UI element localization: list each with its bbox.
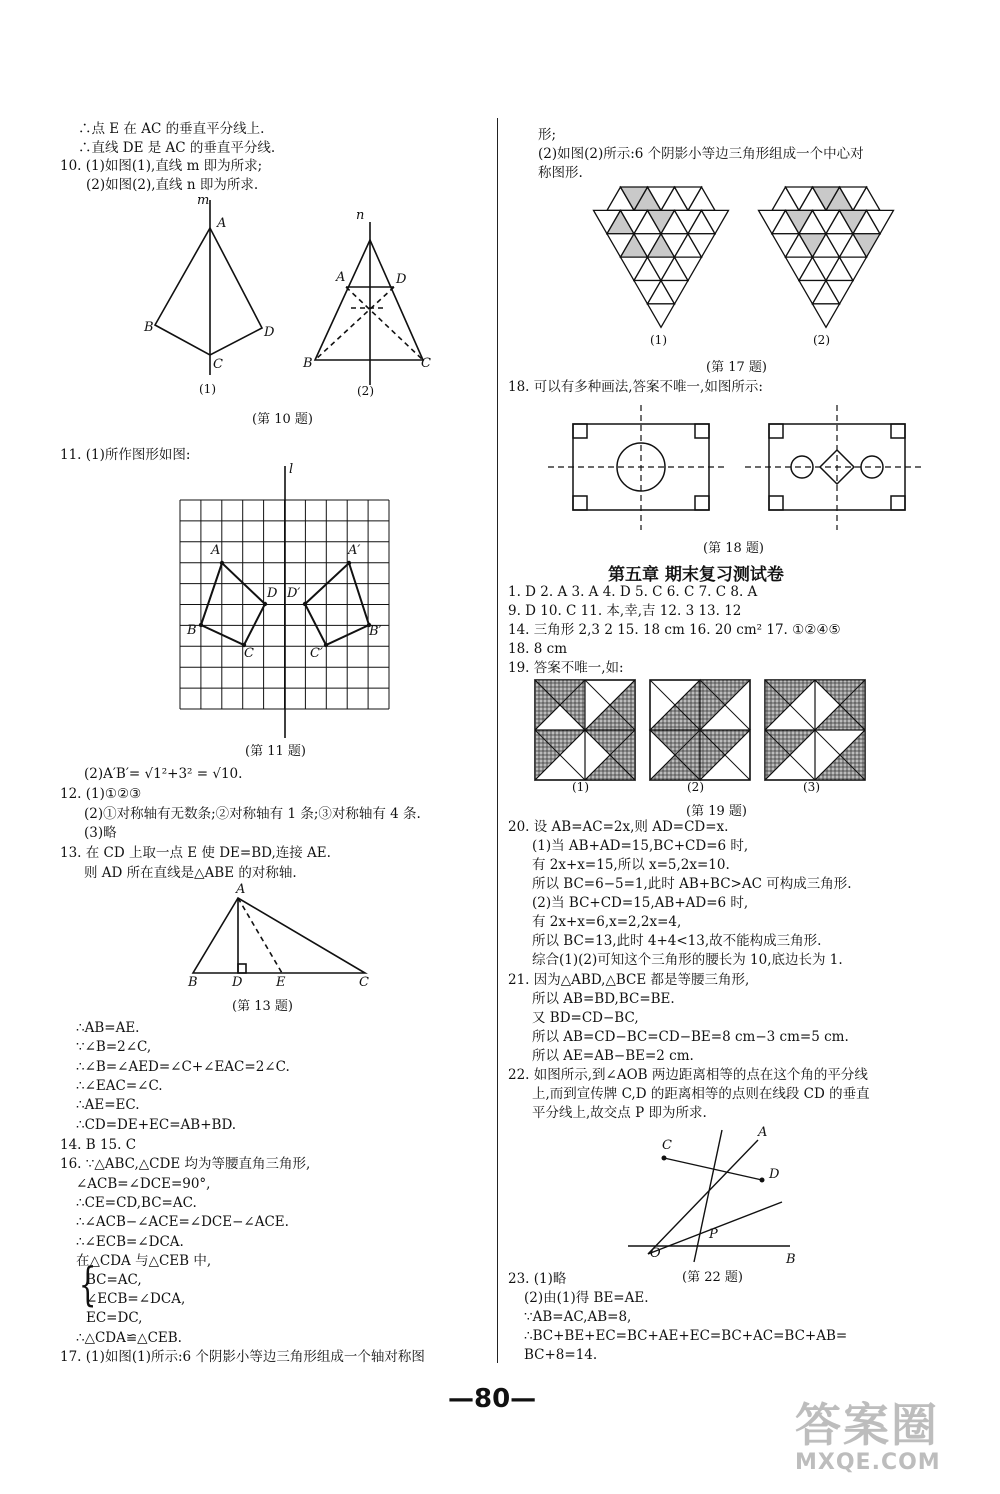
text-line: ∴BC+BE+EC=BC+AE+EC=BC+AC=BC+AB= <box>524 1328 848 1344</box>
text-line: ∴∠ACB−∠ACE=∠DCE−∠ACE. <box>76 1214 289 1230</box>
text-line: (2)A′B′= √1²+3² = √10. <box>84 766 243 782</box>
text-line: 则 AD 所在直线是△ABE 的对称轴. <box>84 865 297 881</box>
label-b: B <box>188 975 198 990</box>
text-line: 21. 因为△ABD,△BCE 都是等腰三角形, <box>508 972 750 988</box>
text-line: ∴直线 DE 是 AC 的垂直平分线. <box>78 140 276 156</box>
figure-caption: (第 17 题) <box>706 360 767 375</box>
figure-caption: (第 13 题) <box>232 999 293 1014</box>
text-line: 12. (1)①②③ <box>60 786 142 802</box>
figure-caption: (第 10 题) <box>252 412 313 427</box>
watermark-text: 答案圈 <box>795 1398 939 1452</box>
label-b: B <box>303 356 313 371</box>
label-b: B <box>786 1252 796 1267</box>
text-line: ∴CD=DE+EC=AB+BD. <box>76 1117 237 1133</box>
text-line: (2)由(1)得 BE=AE. <box>524 1290 649 1306</box>
text-line: 综合(1)(2)可知这个三角形的腰长为 10,底边长为 1. <box>532 952 843 968</box>
text-line: EC=DC, <box>86 1310 143 1326</box>
label-c: C <box>421 356 431 371</box>
label-l: l <box>289 462 294 477</box>
text-line: 所以 AB=BD,BC=BE. <box>532 991 675 1007</box>
sub-label: (1) <box>199 382 216 396</box>
label-a: A <box>758 1125 768 1140</box>
label-d: D <box>769 1167 780 1182</box>
text-line: 14. B 15. C <box>60 1137 137 1153</box>
text-line: ∴点 E 在 AC 的垂直平分线上. <box>78 121 265 137</box>
label-o: O <box>650 1246 661 1261</box>
label-c: C <box>662 1138 672 1153</box>
text-line: 称图形. <box>538 165 583 181</box>
text-line: ∴AB=AE. <box>76 1020 140 1036</box>
watermark <box>795 1400 941 1475</box>
page-number: —80— <box>448 1384 537 1414</box>
label-a: A <box>217 216 227 231</box>
text-line: 有 2x+x=15,所以 x=5,2x=10. <box>532 857 730 873</box>
label-n: n <box>356 208 365 223</box>
text-line: ∴∠B=∠AED=∠C+∠EAC=2∠C. <box>76 1059 290 1075</box>
sub-label: (1) <box>650 333 667 347</box>
label-d: D <box>264 325 275 340</box>
text-line: 14. 三角形 2,3 2 15. 18 cm 16. 20 cm² 17. ①②④⑤ <box>508 622 841 638</box>
text-line: 10. (1)如图(1),直线 m 即为所求; <box>60 158 263 174</box>
text-line: ∴∠EAC=∠C. <box>76 1078 163 1094</box>
label-a-prime: A′ <box>348 543 361 558</box>
figure-caption: (第 18 题) <box>703 541 764 556</box>
figure-caption: (第 19 题) <box>686 804 747 819</box>
text-line: ∴∠ECB=∠DCA. <box>76 1234 184 1250</box>
text-line: (2)如图(2),直线 n 即为所求. <box>86 177 259 193</box>
text-line: BC=AC, <box>86 1272 142 1288</box>
text-line: 16. ∵△ABC,△CDE 均为等腰直角三角形, <box>60 1156 311 1172</box>
text-line: ∴CE=CD,BC=AC. <box>76 1195 197 1211</box>
sub-label: (3) <box>803 780 820 794</box>
text-line: 又 BD=CD−BC, <box>532 1010 639 1026</box>
text-line: 在△CDA 与△CEB 中, <box>76 1253 212 1269</box>
text-line: 所以 BC=6−5=1,此时 AB+BC>AC 可构成三角形. <box>532 876 852 892</box>
text-line: (2)如图(2)所示:6 个阴影小等边三角形组成一个中心对 <box>538 146 864 162</box>
label-d: D <box>396 272 407 287</box>
text-line: ∴△CDA≌△CEB. <box>76 1330 182 1346</box>
label-d-prime: D′ <box>287 586 301 601</box>
label-d: D <box>232 975 243 990</box>
text-line: 平分线上,故交点 P 即为所求. <box>532 1105 707 1121</box>
text-line: 1. D 2. A 3. A 4. D 5. C 6. C 7. C 8. A <box>508 584 758 600</box>
text-line: 上,而到宣传牌 C,D 的距离相等的点则在线段 CD 的垂直 <box>532 1086 870 1102</box>
text-line: 20. 设 AB=AC=2x,则 AD=CD=x. <box>508 819 729 835</box>
text-line: 18. 8 cm <box>508 641 568 657</box>
text-line: ∴AE=EC. <box>76 1097 140 1113</box>
label-d: D <box>267 586 278 601</box>
text-line: 有 2x+x=6,x=2,2x=4, <box>532 914 682 930</box>
text-line: (2)当 BC+CD=15,AB+AD=6 时, <box>532 895 749 911</box>
label-a: A <box>336 270 346 285</box>
text-line: 23. (1)略 <box>508 1271 567 1287</box>
label-p: P <box>709 1227 718 1242</box>
text-line: 11. (1)所作图形如图: <box>60 447 191 463</box>
text-line: ∠ECB=∠DCA, <box>86 1291 186 1307</box>
sub-label: (2) <box>687 780 704 794</box>
label-c: C <box>244 646 254 661</box>
label-c-prime: C′ <box>310 646 323 661</box>
watermark-url: MXQE.COM <box>795 1450 941 1475</box>
text-line: 19. 答案不唯一,如: <box>508 660 624 676</box>
text-line: 形; <box>538 127 557 143</box>
brace-symbol: { <box>78 1257 97 1311</box>
text-line: 所以 BC=13,此时 4+4<13,故不能构成三角形. <box>532 933 822 949</box>
text-line: 22. 如图所示,到∠AOB 两边距离相等的点在这个角的平分线 <box>508 1067 868 1083</box>
label-b-prime: B′ <box>369 624 382 639</box>
figure-caption: (第 11 题) <box>245 744 306 759</box>
label-m: m <box>197 193 210 208</box>
text-line: ∵AB=AC,AB=8, <box>524 1309 632 1325</box>
figure-caption: (第 22 题) <box>682 1270 743 1285</box>
label-c: C <box>213 357 223 372</box>
sub-label: (1) <box>572 780 589 794</box>
text-line: (3)略 <box>84 825 117 841</box>
text-line: BC+8=14. <box>524 1347 598 1363</box>
chapter-title: 第五章 期末复习测试卷 <box>608 565 784 585</box>
sub-label: (2) <box>813 333 830 347</box>
label-a: A <box>211 543 221 558</box>
text-line: ∵∠B=2∠C, <box>76 1039 152 1055</box>
sub-label: (2) <box>357 384 374 398</box>
label-e: E <box>276 975 286 990</box>
text-line: (1)当 AB+AD=15,BC+CD=6 时, <box>532 838 749 854</box>
text-line: (2)①对称轴有无数条;②对称轴有 1 条;③对称轴有 4 条. <box>84 806 421 822</box>
label-b: B <box>144 320 154 335</box>
text-line: 9. D 10. C 11. 本,幸,吉 12. 3 13. 12 <box>508 603 742 619</box>
text-line: 所以 AB=CD−BC=CD−BE=8 cm−3 cm=5 cm. <box>532 1029 849 1045</box>
text-line: ∠ACB=∠DCE=90°, <box>76 1176 211 1192</box>
label-b: B <box>187 623 197 638</box>
text-line: 13. 在 CD 上取一点 E 使 DE=BD,连接 AE. <box>60 845 331 861</box>
label-a: A <box>236 882 246 897</box>
text-line: 18. 可以有多种画法,答案不唯一,如图所示: <box>508 379 763 395</box>
text-line: 17. (1)如图(1)所示:6 个阴影小等边三角形组成一个轴对称图 <box>60 1349 425 1365</box>
label-c: C <box>359 975 369 990</box>
text-line: 所以 AE=AB−BE=2 cm. <box>532 1048 694 1064</box>
